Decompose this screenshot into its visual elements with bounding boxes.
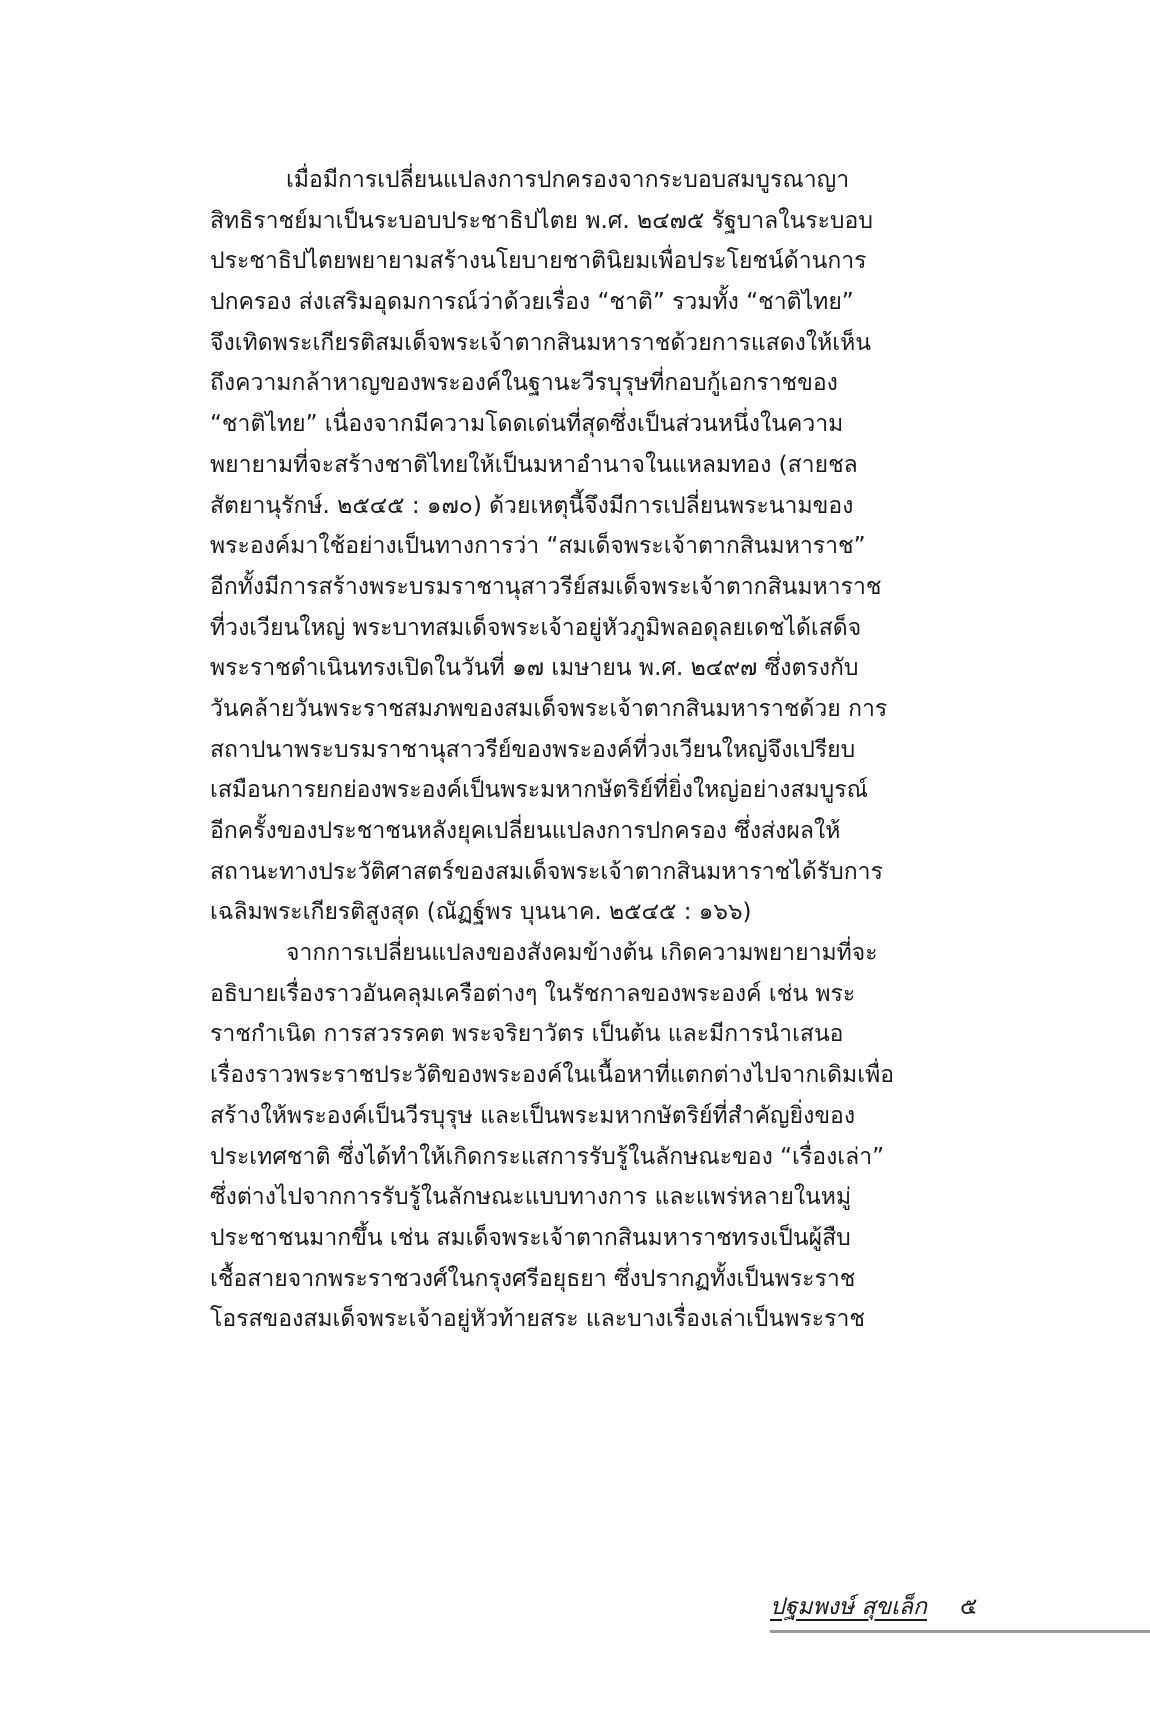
paragraph-1-line-13: พระราชดำเนินทรงเปิดในวันที่ ๑๗ เมษายน พ.ศ. ๒๔๙๗ ซึ่งตรงกับ [210, 655, 859, 682]
paragraph-2-line-4: เรื่องราวพระราชประวัติของพระองค์ในเนื้อหาที่แตกต่างไปจากเดิมเพื่อ [210, 1062, 895, 1089]
paragraph-1-line-18: สถานะทางประวัติศาสตร์ของสมเด็จพระเจ้าตากสินมหาราชได้รับการ [210, 858, 883, 885]
footer-author: ปฐมพงษ์ สุขเล็ก [770, 1594, 927, 1620]
paragraph-2-line-6: ประเทศชาติ ซึ่งได้ทำให้เกิดกระแสการรับรู้ในลักษณะของ “เรื่องเล่า” [210, 1143, 885, 1170]
paragraph-1-line-17: อีกครั้งของประชาชนหลังยุคเปลี่ยนแปลงการปกครอง ซึ่งส่งผลให้ [210, 818, 841, 844]
paragraph-1-line-9: สัตยานุรักษ์. ๒๕๔๕ : ๑๗๐) ด้วยเหตุนี้จึงมีการเปลี่ยนพระนามของ [210, 492, 854, 519]
paragraph-1-line-7: “ชาติไทย” เนื่องจากมีความโดดเด่นที่สุดซึ่งเป็นส่วนหนึ่งในความ [210, 411, 844, 438]
paragraph-1-line-19: เฉลิมพระเกียรติสูงสุด (ณัฏฐ์พร บุนนาค. ๒๕๔๕ : ๑๖๖) [210, 899, 752, 926]
page-footer [770, 1590, 1150, 1634]
paragraph-2-line-7: ซึ่งต่างไปจากการรับรู้ในลักษณะแบบทางการ และแพร่หลายในหมู่ [210, 1184, 852, 1211]
paragraph-1-line-6: ถึงความกล้าหาญของพระองค์ในฐานะวีรบุรุษที่กอบกู้เอกราชของ [210, 370, 838, 397]
body-text [210, 160, 970, 1340]
paragraph-2-line-8: ประชาชนมากขึ้น เช่น สมเด็จพระเจ้าตากสินมหาราชทรงเป็นผู้สืบ [210, 1224, 851, 1251]
paragraph-1-line-14: วันคล้ายวันพระราชสมภพของสมเด็จพระเจ้าตากสินมหาราชด้วย การ [210, 695, 888, 722]
paragraph-2-line-5: สร้างให้พระองค์เป็นวีรบุรุษ และเป็นพระมหากษัตริย์ที่สำคัญยิ่งของ [210, 1102, 856, 1129]
paragraph-2-line-9: เชื้อสายจากพระราชวงศ์ในกรุงศรีอยุธยา ซึ่งปรากฏทั้งเป็นพระราช [210, 1265, 856, 1292]
paragraph-2-line-3: ราชกำเนิด การสวรรคต พระจริยาวัตร เป็นต้น และมีการนำเสนอ [210, 1021, 844, 1048]
paragraph-1-line-4: ปกครอง ส่งเสริมอุดมการณ์ว่าด้วยเรื่อง “ชาติ” รวมทั้ง “ชาติไทย” [210, 289, 854, 316]
paragraph-1-line-11: อีกทั้งมีการสร้างพระบรมราชานุสาวรีย์สมเด็จพระเจ้าตากสินมหาราช [210, 573, 882, 600]
paragraph-1-line-16: เสมือนการยกย่องพระองค์เป็นพระมหากษัตริย์ที่ยิ่งใหญ่อย่างสมบูรณ์ [210, 777, 868, 804]
paragraph-2-line-1: จากการเปลี่ยนแปลงของสังคมข้างต้น เกิดความพยายามที่จะ [286, 940, 878, 967]
paragraph-1-line-1: เมื่อมีการเปลี่ยนแปลงการปกครองจากระบอบสมบูรณาญา [286, 167, 850, 193]
paragraph-1-line-8: พยายามที่จะสร้างชาติไทยให้เป็นมหาอำนาจในแหลมทอง (สายชล [210, 451, 858, 478]
paragraph-1-line-15: สถาปนาพระบรมราชานุสาวรีย์ของพระองค์ที่วงเวียนใหญ่จึงเปรียบ [210, 736, 856, 763]
paragraph-1-line-5: จึงเทิดพระเกียรติสมเด็จพระเจ้าตากสินมหาราชด้วยการแสดงให้เห็น [210, 329, 872, 356]
footer-rule [770, 1630, 1150, 1633]
paragraph-2-line-2: อธิบายเรื่องราวอันคลุมเครือต่างๆ ในรัชกาลของพระองค์ เช่น พระ [210, 980, 856, 1007]
paragraph-1-line-2: สิทธิราชย์มาเป็นระบอบประชาธิปไตย พ.ศ. ๒๔๗๕ รัฐบาลในระบอบ [210, 207, 873, 234]
paragraph-1-line-12: ที่วงเวียนใหญ่ พระบาทสมเด็จพระเจ้าอยู่หัวภูมิพลอดุลยเดชได้เสด็จ [210, 614, 862, 641]
paragraph-1-line-3: ประชาธิปไตยพยายามสร้างนโยบายชาตินิยมเพื่อประโยชน์ด้านการ [210, 248, 867, 275]
paragraph-1-line-10: พระองค์มาใช้อย่างเป็นทางการว่า “สมเด็จพระเจ้าตากสินมหาราช” [210, 533, 866, 560]
page-number: ๕ [960, 1594, 978, 1620]
paragraph-2-line-10: โอรสของสมเด็จพระเจ้าอยู่หัวท้ายสระ และบางเรื่องเล่าเป็นพระราช [210, 1306, 865, 1333]
